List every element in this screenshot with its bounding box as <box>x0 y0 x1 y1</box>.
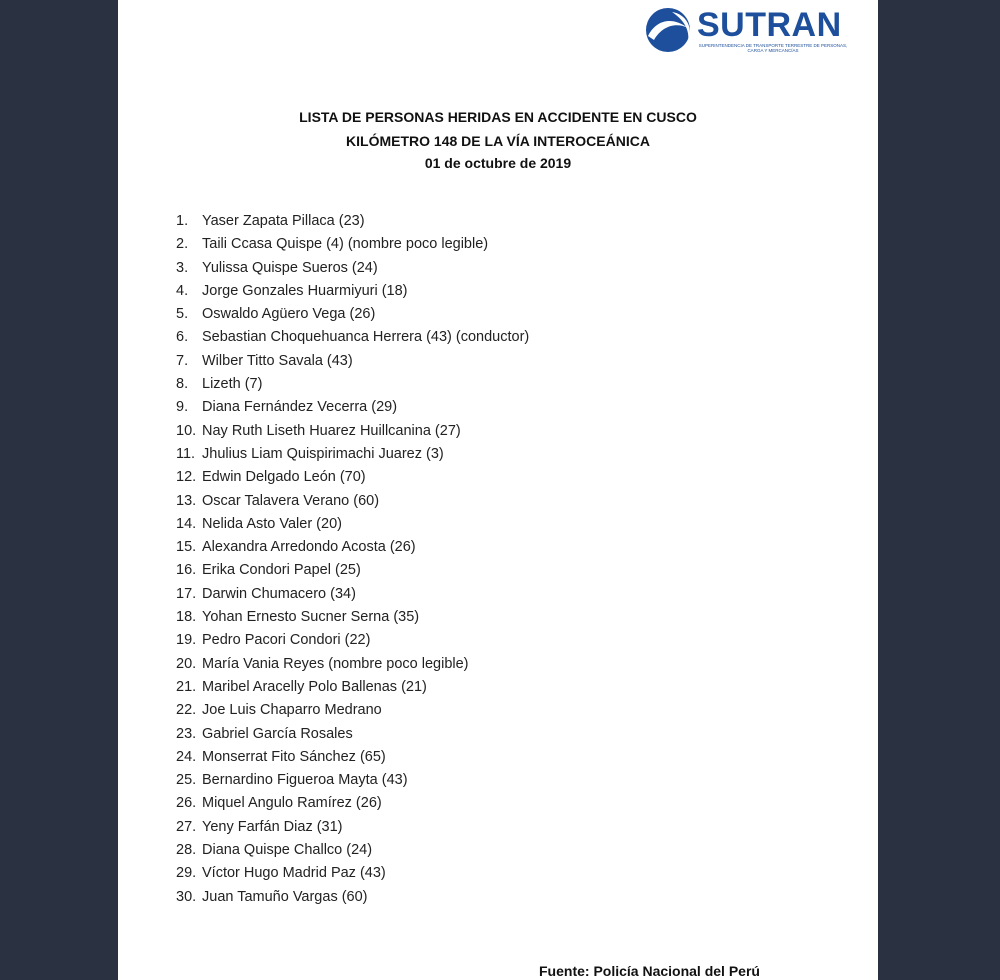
item-number: 29. <box>176 865 197 882</box>
item-text: Diana Fernández Vecerra (29) <box>202 399 398 416</box>
item-number: 27. <box>176 818 197 835</box>
sutran-logo <box>642 6 848 58</box>
document-date: 01 de octubre de 2019 <box>424 155 572 171</box>
list-item <box>176 350 529 373</box>
item-text: Yaser Zapata Pillaca (23) <box>202 213 365 229</box>
list-item <box>176 629 529 652</box>
list-item <box>176 676 529 699</box>
item-number: 13. <box>176 492 197 509</box>
list-item <box>176 816 529 839</box>
document-page <box>118 0 878 980</box>
item-number: 3. <box>176 259 189 276</box>
item-number: 2. <box>176 236 189 253</box>
list-item <box>176 466 529 489</box>
list-item <box>176 559 529 582</box>
item-number: 21. <box>176 678 197 695</box>
item-number: 15. <box>176 539 197 556</box>
item-number: 30. <box>176 888 197 905</box>
item-number: 5. <box>176 306 189 323</box>
list-item <box>176 583 529 606</box>
list-item <box>176 396 529 419</box>
item-text: Nelida Asto Valer (20) <box>202 515 342 532</box>
list-item <box>176 699 529 722</box>
item-number: 8. <box>176 376 189 393</box>
item-number: 11. <box>176 445 196 462</box>
list-item <box>176 210 529 233</box>
list-item <box>176 792 529 815</box>
item-text: Joe Luis Chaparro Medrano <box>202 702 382 719</box>
list-item <box>176 746 529 769</box>
item-number: 10. <box>176 422 197 439</box>
item-text: Gabriel García Rosales <box>202 725 353 742</box>
list-item <box>176 257 529 280</box>
list-item <box>176 280 529 303</box>
item-text: Erika Condori Papel (25) <box>202 562 361 579</box>
item-number: 24. <box>176 748 197 765</box>
item-text: Monserrat Fito Sánchez (65) <box>202 748 386 765</box>
sutran-logo-icon <box>642 6 696 58</box>
item-number: 25. <box>176 772 197 789</box>
item-number: 9. <box>176 399 189 416</box>
item-number: 1. <box>176 213 189 229</box>
source-note: Fuente: Policía Nacional del Perú <box>539 963 760 979</box>
item-text: Yohan Ernesto Sucner Serna (35) <box>202 609 420 626</box>
item-number: 28. <box>176 842 197 859</box>
list-item <box>176 886 529 909</box>
item-text: Taili Ccasa Quispe (4) (nombre poco legible) <box>202 236 489 253</box>
item-text: Bernardino Figueroa Mayta (43) <box>202 772 408 789</box>
item-number: 22. <box>176 702 197 719</box>
item-text: Edwin Delgado León (70) <box>202 469 366 486</box>
item-text: Miquel Angulo Ramírez (26) <box>202 795 382 812</box>
item-text: Oswaldo Agüero Vega (26) <box>202 306 376 323</box>
list-item <box>176 653 529 676</box>
item-number: 26. <box>176 795 197 812</box>
item-number: 18. <box>176 609 197 626</box>
item-text: Oscar Talavera Verano (60) <box>202 492 380 509</box>
list-item <box>176 536 529 559</box>
list-item <box>176 513 529 536</box>
item-text: Yulissa Quispe Sueros (24) <box>202 259 378 276</box>
item-text: Jorge Gonzales Huarmiyuri (18) <box>202 282 408 299</box>
item-number: 4. <box>176 282 189 299</box>
item-text: María Vania Reyes (nombre poco legible) <box>202 655 469 672</box>
item-text: Nay Ruth Liseth Huarez Huillcanina (27) <box>202 422 461 439</box>
item-number: 19. <box>176 632 197 649</box>
item-text: Darwin Chumacero (34) <box>202 585 356 602</box>
list-item <box>176 420 529 443</box>
item-number: 17. <box>176 585 197 602</box>
list-item <box>176 373 529 396</box>
list-item <box>176 233 529 256</box>
list-item <box>176 723 529 746</box>
item-number: 23. <box>176 725 197 742</box>
list-item <box>176 606 529 629</box>
item-text: Juan Tamuño Vargas (60) <box>202 888 368 905</box>
item-text: Jhulius Liam Quispirimachi Juarez (3) <box>202 445 444 462</box>
list-item <box>176 839 529 862</box>
injured-list <box>176 210 529 909</box>
list-item <box>176 769 529 792</box>
item-text: Víctor Hugo Madrid Paz (43) <box>202 865 386 882</box>
list-item <box>176 862 529 885</box>
list-item <box>176 326 529 349</box>
item-number: 16. <box>176 562 197 579</box>
item-text: Maribel Aracelly Polo Ballenas (21) <box>202 678 427 695</box>
item-text: Wilber Titto Savala (43) <box>202 352 353 369</box>
item-text: Yeny Farfán Diaz (31) <box>202 818 343 835</box>
logo-subtitle: SUPERINTENDENCIA DE TRANSPORTE TERRESTRE DE PERSONAS, CARGA Y MERCANCÍAS <box>698 43 848 53</box>
list-item <box>176 490 529 513</box>
logo-wordmark: SUTRAN <box>697 6 842 44</box>
document-title: LISTA DE PERSONAS HERIDAS EN ACCIDENTE EN CUSCO <box>299 109 697 125</box>
item-number: 14. <box>176 515 197 532</box>
item-text: Pedro Pacori Condori (22) <box>202 632 371 649</box>
item-number: 12. <box>176 469 197 486</box>
item-text: Alexandra Arredondo Acosta (26) <box>202 539 416 556</box>
item-number: 7. <box>176 352 189 369</box>
item-number: 6. <box>176 329 189 346</box>
list-item <box>176 303 529 326</box>
document-subtitle: KILÓMETRO 148 DE LA VÍA INTEROCEÁNICA <box>346 133 650 149</box>
item-text: Lizeth (7) <box>202 376 263 393</box>
item-text: Diana Quispe Challco (24) <box>202 842 373 859</box>
list-item <box>176 443 529 466</box>
item-text: Sebastian Choquehuanca Herrera (43) (conductor) <box>202 329 530 346</box>
item-number: 20. <box>176 655 197 672</box>
